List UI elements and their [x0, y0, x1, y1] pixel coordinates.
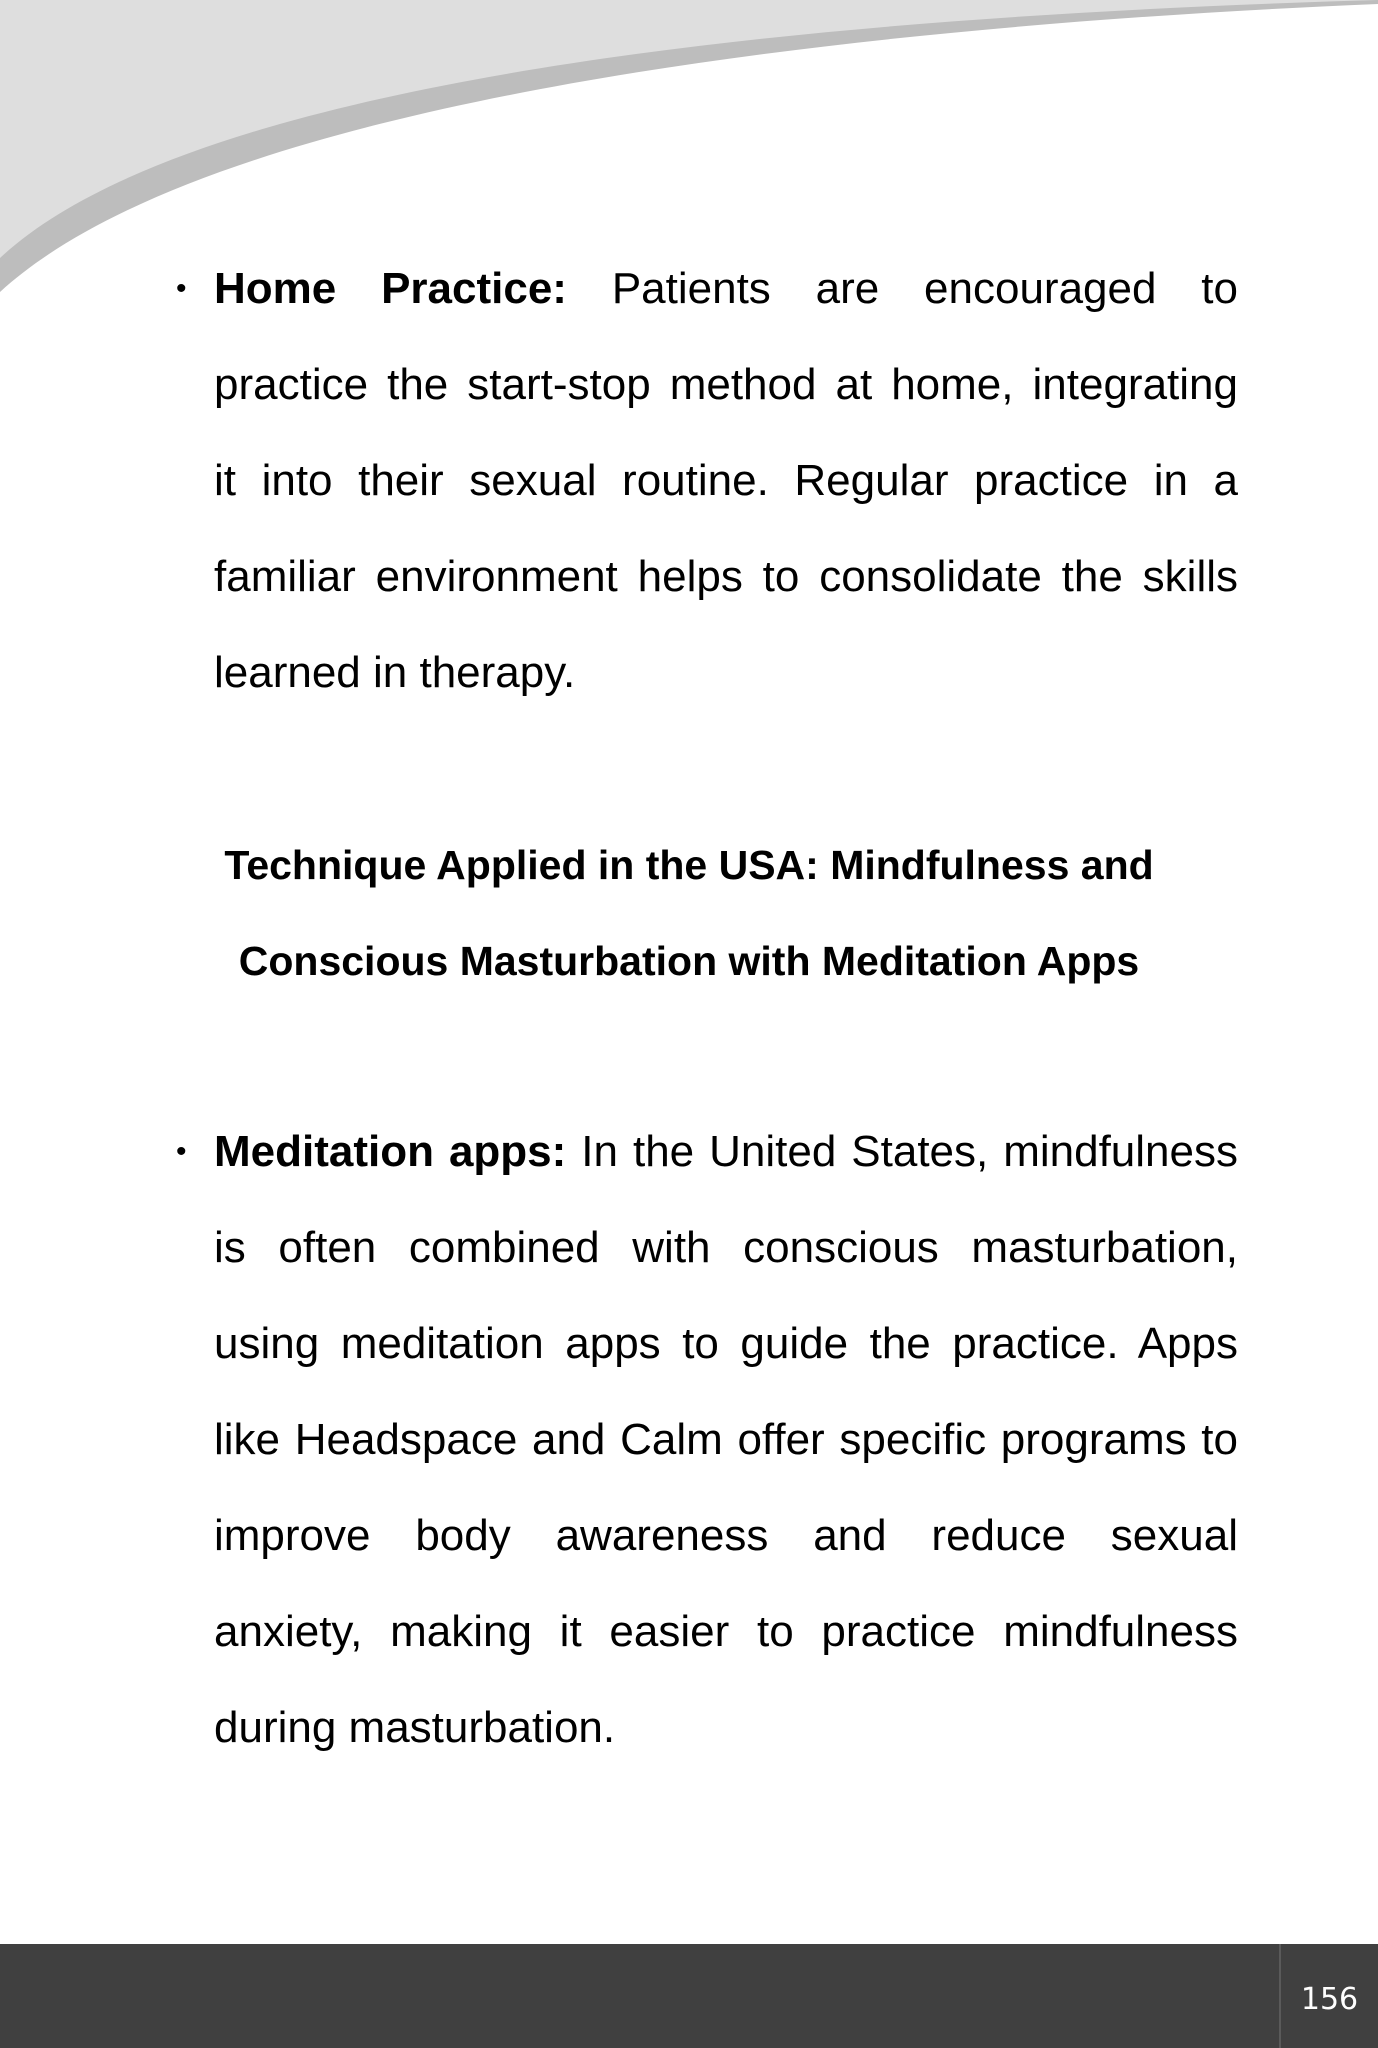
- text-line: familiar environment helps to consolidate the skills: [214, 552, 1238, 601]
- text-line: improve body awareness and reduce sexual: [214, 1511, 1238, 1560]
- curve-light-fill: [0, 0, 1378, 258]
- text-line: like Headspace and Calm offer specific programs to: [214, 1415, 1238, 1464]
- heading-line: Technique Applied in the USA: Mindfulness and: [224, 842, 1154, 888]
- bullet-text: [214, 1104, 1238, 1776]
- term-label: Home Practice:: [214, 264, 567, 313]
- text-line: anxiety, making it easier to practice mindfulness: [214, 1607, 1238, 1656]
- page-number: 156: [1300, 1982, 1359, 2017]
- text-line: [214, 241, 1238, 337]
- text-span: In the United States, mindfulness: [581, 1127, 1238, 1176]
- text-line: during masturbation.: [214, 1703, 616, 1752]
- text-line: learned in therapy.: [214, 648, 576, 697]
- section-heading: [0, 817, 1378, 1009]
- bullet-text: [214, 241, 1238, 721]
- text-line: practice the start-stop method at home, integrating: [214, 360, 1238, 409]
- term-label: Meditation apps:: [214, 1127, 567, 1176]
- bullet-dot: •: [176, 1135, 187, 1168]
- text-line: using meditation apps to guide the practice. Apps: [214, 1319, 1238, 1368]
- text-span: Patients are encouraged to: [611, 264, 1238, 313]
- text-line: is often combined with conscious masturbation,: [214, 1223, 1238, 1272]
- bullet-dot: •: [176, 272, 187, 305]
- text-line: [214, 1104, 1238, 1200]
- page-footer: [0, 1944, 1378, 2048]
- heading-line: Conscious Masturbation with Meditation Apps: [238, 938, 1140, 984]
- text-line: it into their sexual routine. Regular practice in a: [214, 456, 1238, 505]
